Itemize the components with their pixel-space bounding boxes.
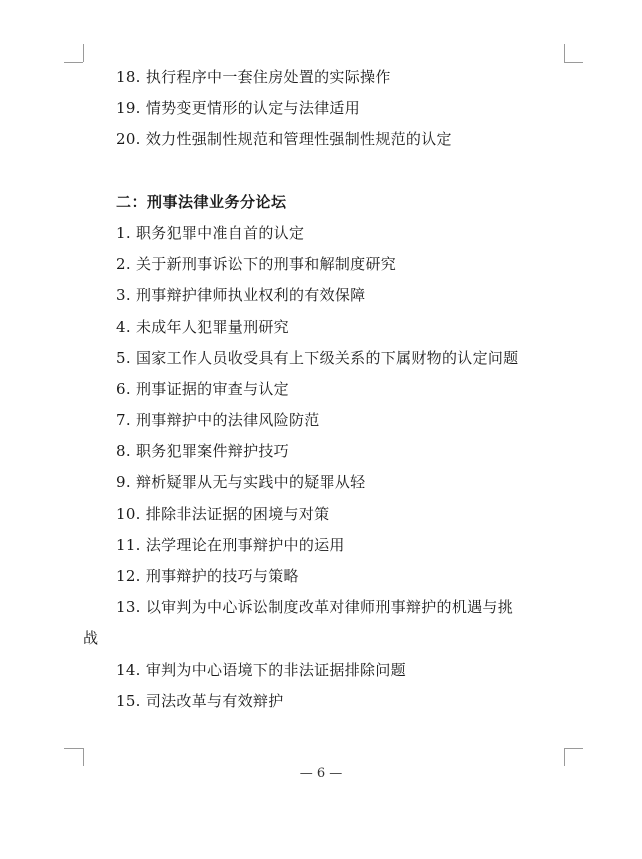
- list-item: 18. 执行程序中一套住房处置的实际操作: [116, 68, 391, 86]
- list-item: 10. 排除非法证据的困境与对策: [116, 504, 330, 523]
- list-item: 4. 未成年人犯罪量刑研究: [116, 317, 289, 336]
- list-item: 13. 以审判为中心诉讼制度改革对律师刑事辩护的机遇与挑: [116, 598, 514, 617]
- blank-line: [83, 156, 573, 187]
- list-item: 11. 法学理论在刑事辩护中的运用: [116, 535, 345, 554]
- crop-mark-bottom-right-v: [564, 748, 565, 766]
- list-item: 19. 情势变更情形的认定与法律适用: [116, 99, 361, 118]
- crop-mark-top-left-h: [64, 62, 83, 63]
- crop-mark-bottom-right-h: [564, 748, 583, 749]
- list-item: 15. 司法改革与有效辩护: [116, 691, 284, 710]
- section-heading: 二：刑事法律业务分论坛: [116, 192, 287, 211]
- list-item: 7. 刑事辩护中的法律风险防范: [116, 411, 320, 430]
- list-item: 2. 关于新刑事诉讼下的刑事和解制度研究: [116, 255, 397, 274]
- list-item: 14. 审判为中心语境下的非法证据排除问题: [116, 660, 406, 679]
- document-body: [83, 62, 573, 717]
- list-item-continuation: 战: [83, 629, 99, 648]
- list-item: 5. 国家工作人员收受具有上下级关系的下属财物的认定问题: [116, 348, 519, 367]
- crop-mark-bottom-left-v: [83, 748, 84, 766]
- list-item: 3. 刑事辩护律师执业权利的有效保障: [116, 286, 366, 305]
- crop-mark-bottom-left-h: [64, 748, 83, 749]
- list-item: 8. 职务犯罪案件辩护技巧: [116, 442, 289, 461]
- crop-mark-top-right-v: [564, 44, 565, 62]
- list-item: 20. 效力性强制性规范和管理性强制性规范的认定: [116, 130, 452, 149]
- crop-mark-top-left-v: [83, 44, 84, 62]
- list-item: 9. 辩析疑罪从无与实践中的疑罪从轻: [116, 473, 366, 492]
- list-item: 12. 刑事辩护的技巧与策略: [116, 567, 299, 585]
- list-item: 6. 刑事证据的审查与认定: [116, 379, 289, 398]
- list-item: 1. 职务犯罪中准自首的认定: [116, 223, 305, 242]
- page-number: — 6 —: [299, 766, 343, 781]
